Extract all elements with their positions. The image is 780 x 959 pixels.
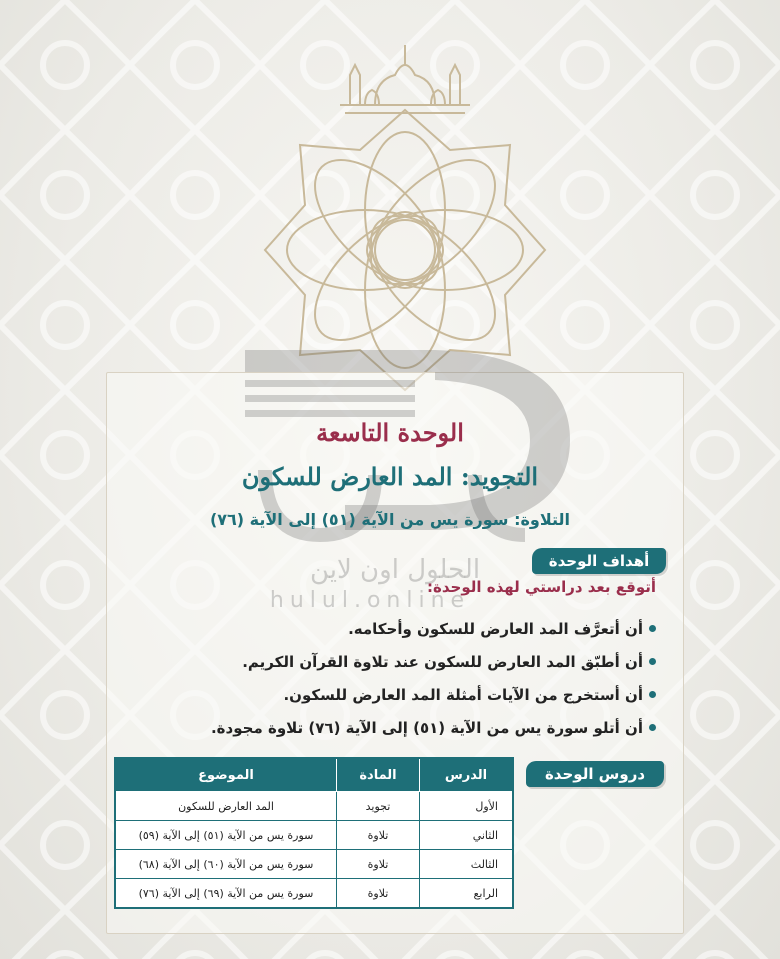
cell-subject: تلاوة — [337, 821, 420, 850]
watermark-url: hulul.online — [269, 588, 471, 613]
unit-recitation: التلاوة: سورة يس من الآية (٥١) إلى الآية (٧٦) — [209, 510, 571, 529]
header-lesson: الدرس — [420, 758, 514, 792]
watermark-text: الحلول اون لاين — [309, 555, 481, 585]
goal-text: أن أطبّق المد العارض للسكون عند تلاوة القرآن الكريم. — [242, 652, 643, 671]
goal-item — [116, 678, 656, 711]
header-topic: الموضوع — [115, 758, 337, 792]
goal-text: أن أتعرَّف المد العارض للسكون وأحكامه. — [348, 619, 643, 638]
table-row — [115, 850, 513, 879]
goal-item — [116, 612, 656, 645]
cell-topic: سورة يس من الآية (٥١) إلى الآية (٥٩) — [115, 821, 337, 850]
goal-text: أن أستخرج من الآيات أمثلة المد العارض للسكون. — [283, 685, 643, 704]
cell-lesson: الرابع — [420, 879, 514, 909]
cell-subject: تلاوة — [337, 879, 420, 909]
goal-item — [116, 645, 656, 678]
goal-text: أن أتلو سورة يس من الآية (٥١) إلى الآية (٧٦) تلاوة مجودة. — [210, 718, 643, 737]
table-row — [115, 821, 513, 850]
bullet-icon — [649, 625, 656, 632]
cell-subject: تلاوة — [337, 850, 420, 879]
goals-intro: أتوقع بعد دراستي لهذه الوحدة: — [427, 578, 656, 596]
table-header-row — [115, 758, 513, 792]
goal-item — [116, 711, 656, 744]
bullet-icon — [649, 658, 656, 665]
lessons-badge: دروس الوحدة — [526, 761, 664, 787]
mosque-star-emblem — [260, 35, 550, 395]
cell-topic: المد العارض للسكون — [115, 792, 337, 821]
cell-subject: تجويد — [337, 792, 420, 821]
cell-lesson: الأول — [420, 792, 514, 821]
unit-subtitle: التجويد: المد العارض للسكون — [241, 462, 539, 491]
cell-lesson: الثالث — [420, 850, 514, 879]
goals-badge: أهداف الوحدة — [532, 548, 666, 574]
cell-topic: سورة يس من الآية (٦٩) إلى الآية (٧٦) — [115, 879, 337, 909]
unit-title: الوحدة التاسعة — [316, 418, 464, 447]
cell-topic: سورة يس من الآية (٦٠) إلى الآية (٦٨) — [115, 850, 337, 879]
goals-list — [116, 612, 656, 744]
table-row — [115, 792, 513, 821]
bullet-icon — [649, 691, 656, 698]
bullet-icon — [649, 724, 656, 731]
table-row — [115, 879, 513, 909]
cell-lesson: الثاني — [420, 821, 514, 850]
lessons-table — [114, 757, 514, 909]
header-subject: المادة — [337, 758, 420, 792]
